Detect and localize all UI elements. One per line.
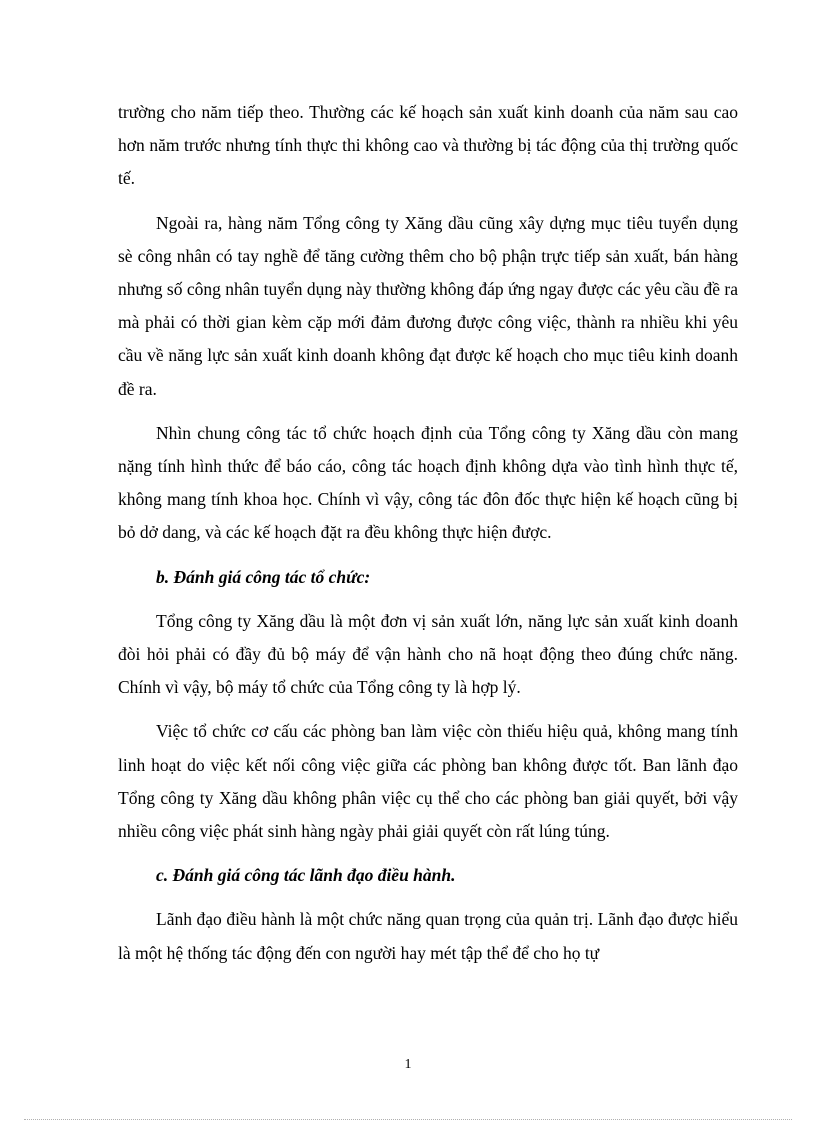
document-body [118,96,738,981]
paragraph-recruitment: Ngoài ra, hàng năm Tổng công ty Xăng dầu cũng xây dựng mục tiêu tuyển dụng sè công nhân có tay nghề để tăng cường thêm cho bộ phận trực tiếp sản xuất, bán hàng nhưng số công nhân tuyển dụng này thường không đáp ứng ngay được các yêu cầu đề ra mà phải có thời gian kèm cặp mới đảm đương được công việc, thành ra nhiều khi yêu cầu về năng lực sản xuất kinh doanh không đạt được kế hoạch cho mục tiêu kinh doanh đề ra. [118,212,738,399]
paragraph-planning-summary: Nhìn chung công tác tổ chức hoạch định của Tổng công ty Xăng dầu còn mang nặng tính hình thức để báo cáo, công tác hoạch định không dựa vào tình hình thực tế, không mang tính khoa học. Chính vì vậy, công tác đôn đốc thực hiện kế hoạch cũng bị bỏ dở dang, và các kế hoạch đặt ra đều không thực hiện được. [118,422,738,543]
section-heading-organization: b. Đánh giá công tác tổ chức: [156,566,371,587]
paragraph-departments: Việc tổ chức cơ cấu các phòng ban làm việc còn thiếu hiệu quả, không mang tính linh hoạt do việc kết nối công việc giữa các phòng ban không được tốt. Ban lãnh đạo Tổng công ty Xăng dầu không phân việc cụ thể cho các phòng ban giải quyết, bởi vậy nhiều công việc phát sinh hàng ngày phải giải quyết còn rất lúng túng. [118,721,738,842]
page-number: 1 [404,1057,412,1072]
paragraph-organization-structure: Tổng công ty Xăng dầu là một đơn vị sản xuất lớn, năng lực sản xuất kinh doanh đòi hỏi phải có đầy đủ bộ máy để vận hành cho nã hoạt động theo đúng chức năng. Chính vì vậy, bộ máy tổ chức của Tổng công ty là hợp lý. [118,610,738,698]
page-bottom-divider [24,1119,792,1120]
paragraph-leadership: Lãnh đạo điều hành là một chức năng quan trọng của quản trị. Lãnh đạo được hiểu là một hệ thống tác động đến con người hay mét tập thể để cho họ tự [118,909,738,963]
paragraph-continuation: trường cho năm tiếp theo. Thường các kế hoạch sản xuất kinh doanh của năm sau cao hơn năm trước nhưng tính thực thi không cao và thường bị tác động của thị trường quốc tế. [118,102,738,189]
section-heading-leadership: c. Đánh giá công tác lãnh đạo điều hành. [156,865,456,886]
